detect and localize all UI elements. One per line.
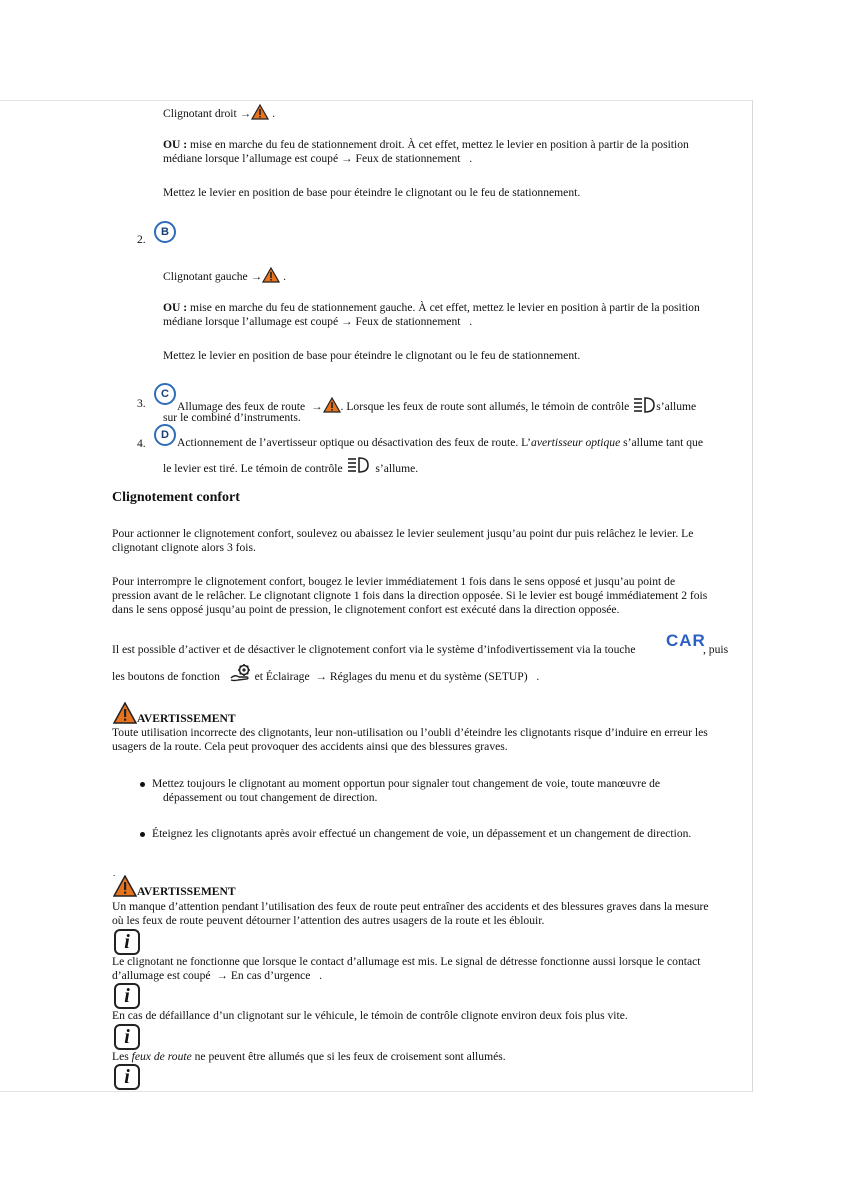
right-park-line1: OU : mise en marche du feu de stationnement droit. À cet effet, mettez le levier en position à partir de la position — [163, 138, 689, 151]
comfort-p3-puis: , puis — [703, 643, 729, 656]
left-park-line1: OU : mise en marche du feu de stationnement gauche. À cet effet, mettez le levier en position à partir de la position — [163, 301, 700, 314]
base-position-text: Mettez le levier en position de base pour éteindre le clignotant ou le feu de stationnement. — [163, 349, 581, 362]
comfort-p2-line1: Pour interrompre le clignotement confort, bougez le levier immédiatement 1 fois dans le sens opposé et jusqu’au point de — [112, 575, 676, 588]
d-callout-icon: D — [154, 424, 176, 446]
stray-dot: . — [113, 868, 116, 878]
right-signal-line: Clignotant droit → . — [163, 104, 275, 121]
link-setup-menu[interactable]: Réglages du menu et du système (SETUP) — [329, 670, 528, 683]
comfort-p1-line1: Pour actionner le clignotement confort, soulevez ou abaissez le levier seulement jusqu’au point dur puis relâchez le levier. Le — [112, 527, 694, 540]
link-parking-lights[interactable]: Feux de stationnement — [355, 152, 461, 165]
bullet2-line: Éteignez les clignotants après avoir effectué un changement de voie, un dépassement et un changement de direction. — [152, 827, 692, 840]
warning-triangle-icon[interactable] — [251, 104, 269, 120]
left-park-line2: médiane lorsque l’allumage est coupé → Feux de stationnement . — [163, 315, 473, 328]
right-park-line2: médiane lorsque l’allumage est coupé → Feux de stationnement . — [163, 152, 473, 165]
note1-line2: d’allumage est coupé → En cas d’urgence . — [112, 969, 323, 982]
warning1-line1: Toute utilisation incorrecte des clignotants, leur non-utilisation ou l’oubli d’éteindre les clignotants risque d’induire en erreur les — [112, 726, 708, 739]
base-position-text: Mettez le levier en position de base pour éteindre le clignotant ou le feu de stationnement. — [163, 186, 581, 199]
arrow-icon: → — [341, 315, 353, 328]
high-beam-line2: sur le combiné d’instruments. — [163, 411, 301, 424]
comfort-p2-line3: dans le sens opposé jusqu’au point de pression, le clignotement confort est exécuté dans la direction opposée. — [112, 603, 620, 616]
arrow-icon: → — [315, 670, 327, 683]
section-heading: Clignotement confort — [112, 490, 240, 505]
bullet-icon — [140, 832, 145, 837]
gear-settings-icon[interactable] — [229, 663, 255, 683]
comfort-p3-line1: Il est possible d’activer et de désactiver le clignotement confort via le système d’infodivertissement via la touche — [112, 643, 636, 656]
info-icon: i — [114, 983, 140, 1009]
warning-title: AVERTISSEMENT — [137, 712, 236, 725]
warning-triangle-icon[interactable] — [262, 267, 280, 283]
warning2-line2: où les feux de route peuvent détourner l’attention des autres usagers de la route et les éblouir. — [112, 914, 545, 927]
info-icon: i — [114, 1024, 140, 1050]
warning2-line1: Un manque d’attention pendant l’utilisation des feux de route peut entraîner des accidents et des blessures graves dans la mesure — [112, 900, 709, 913]
comfort-p1-line2: clignotant clignote alors 3 fois. — [112, 541, 256, 554]
list-number-2: 2. — [137, 233, 146, 246]
note1-line1: Le clignotant ne fonctionne que lorsque le contact d’allumage est mis. Le signal de détresse fonctionne aussi lorsque le contact — [112, 955, 701, 968]
warning-triangle-icon — [113, 875, 137, 897]
link-emergency[interactable]: En cas d’urgence — [230, 969, 311, 982]
b-callout-icon: B — [154, 221, 176, 243]
flash-line2: le levier est tiré. Le témoin de contrôle s’allume. — [163, 456, 418, 476]
bullet-icon — [140, 782, 145, 787]
high-beam-indicator-icon — [632, 396, 656, 414]
left-signal-line: Clignotant gauche → . — [163, 267, 286, 284]
note2-line: En cas de défaillance d’un clignotant sur le véhicule, le témoin de contrôle clignote environ deux fois plus vite. — [112, 1009, 628, 1022]
comfort-p2-line2: pression avant de le relâcher. Le clignotant clignote 1 fois dans la direction opposée. Si le levier est bougé immédiatement 2 fois — [112, 589, 708, 602]
arrow-icon: → — [310, 400, 323, 413]
c-callout-icon: C — [154, 383, 176, 405]
arrow-icon: → — [250, 270, 263, 283]
warning-title: AVERTISSEMENT — [137, 885, 236, 898]
note3-line: Les feux de route ne peuvent être allumés que si les feux de croisement sont allumés. — [112, 1050, 506, 1063]
comfort-p3-line2: les boutons de fonction et Éclairage → Réglages du menu et du système (SETUP) . — [112, 663, 539, 684]
warning-triangle-icon[interactable] — [323, 397, 341, 413]
arrow-icon: → — [341, 152, 353, 165]
high-beam-line1: Allumage des feux de route → . Lorsque les feux de route sont allumés, le témoin de contrôle s’allume — [177, 396, 696, 414]
arrow-icon: → — [239, 107, 252, 120]
list-number-4: 4. — [137, 437, 146, 450]
bullet1-line2: dépassement ou tout changement de direction. — [163, 791, 378, 804]
flash-line1: Actionnement de l’avertisseur optique ou désactivation des feux de route. L’avertisseur optique s’allume tant que — [177, 436, 703, 449]
info-icon: i — [114, 1064, 140, 1090]
high-beam-indicator-icon — [346, 456, 370, 474]
arrow-icon: → — [216, 969, 228, 982]
list-number-3: 3. — [137, 397, 146, 410]
car-button[interactable]: CAR — [666, 631, 706, 650]
warning1-line2: usagers de la route. Cela peut provoquer des accidents ainsi que des blessures graves. — [112, 740, 508, 753]
link-parking-lights[interactable]: Feux de stationnement — [355, 315, 461, 328]
warning-triangle-icon — [113, 702, 137, 724]
info-icon: i — [114, 929, 140, 955]
bullet1-line1: Mettez toujours le clignotant au moment opportun pour signaler tout changement de voie, toute manœuvre de — [152, 777, 661, 790]
